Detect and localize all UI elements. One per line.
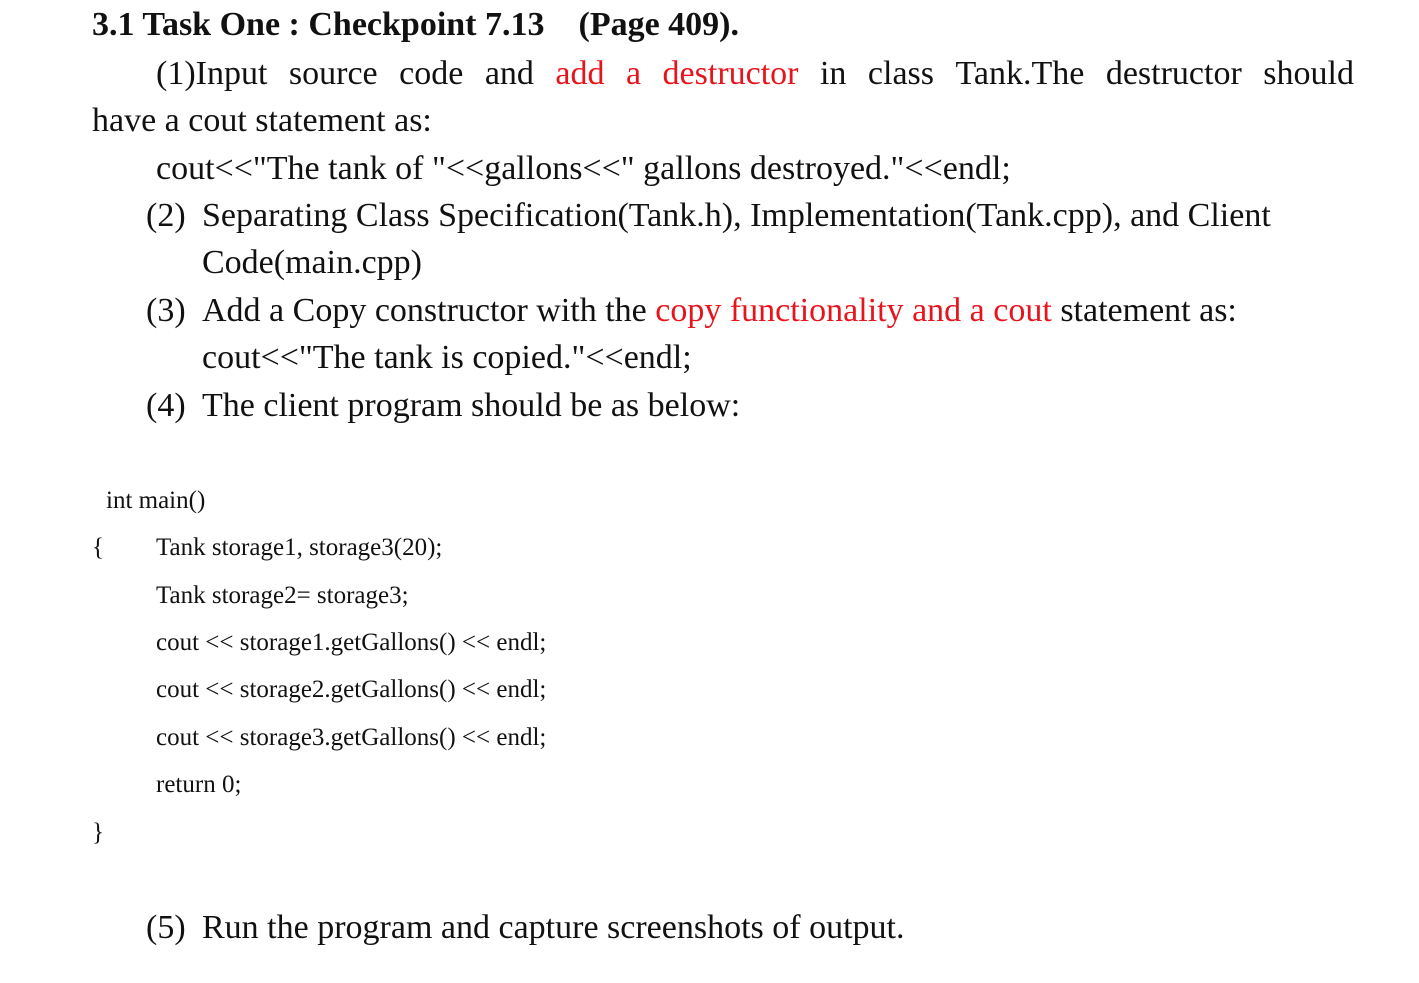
item2-line2: Code(main.cpp) <box>202 244 422 281</box>
item5-number: (5) <box>146 909 186 946</box>
heading-page-ref: (Page 409). <box>578 6 740 43</box>
item1-word: class <box>867 55 935 92</box>
item5-line <box>146 908 904 948</box>
item3-number: (3) <box>146 292 186 329</box>
item3-text-after: statement as: <box>1051 292 1237 329</box>
item2-text: Separating Class Specification(Tank.h), Implementation(Tank.cpp), and Client <box>202 197 1271 234</box>
item1-word: Tank.The <box>955 55 1085 92</box>
code-close-brace: } <box>92 819 104 846</box>
code-line: cout << storage3.getGallons() << endl; <box>156 724 547 751</box>
code-line: cout << storage2.getGallons() << endl; <box>156 676 547 703</box>
item5-text: Run the program and capture screenshots of output. <box>202 909 905 946</box>
code-line: return 0; <box>156 771 242 798</box>
item4-number: (4) <box>146 387 186 424</box>
item1-line1 <box>156 54 1354 94</box>
item3-text-highlight: copy functionality and a cout <box>655 292 1052 329</box>
item1-word-highlight: destructor <box>662 55 799 92</box>
code-line: cout << storage1.getGallons() << endl; <box>156 629 547 656</box>
item1-line2: have a cout statement as: <box>92 102 432 139</box>
heading-title: 3.1 Task One : Checkpoint 7.13 <box>92 6 545 43</box>
item1-word: should <box>1263 55 1354 92</box>
item3-code: cout<<"The tank is copied."<<endl; <box>202 339 692 376</box>
item3-text-before: Add a Copy constructor with the <box>202 292 656 329</box>
item1-code: cout<<"The tank of "<<gallons<<" gallons destroyed."<<endl; <box>156 150 1011 187</box>
item1-word: code <box>399 55 464 92</box>
item1-word: and <box>484 55 534 92</box>
item1-word-highlight: a <box>625 55 642 92</box>
code-open-brace: { <box>92 534 104 561</box>
item4-text: The client program should be as below: <box>202 387 741 424</box>
code-signature: int main() <box>106 487 206 514</box>
item2-line1 <box>146 196 1271 236</box>
code-line: Tank storage1, storage3(20); <box>156 534 443 561</box>
item3-line1 <box>146 291 1237 331</box>
item1-word: (1)Input <box>156 55 268 92</box>
section-heading <box>92 6 739 44</box>
item4-line <box>146 386 740 426</box>
item2-number: (2) <box>146 197 186 234</box>
item1-word: source <box>288 55 378 92</box>
item1-word-highlight: add <box>555 55 605 92</box>
item1-word: in <box>819 55 847 92</box>
item1-word: destructor <box>1105 55 1242 92</box>
code-line: Tank storage2= storage3; <box>156 582 409 609</box>
